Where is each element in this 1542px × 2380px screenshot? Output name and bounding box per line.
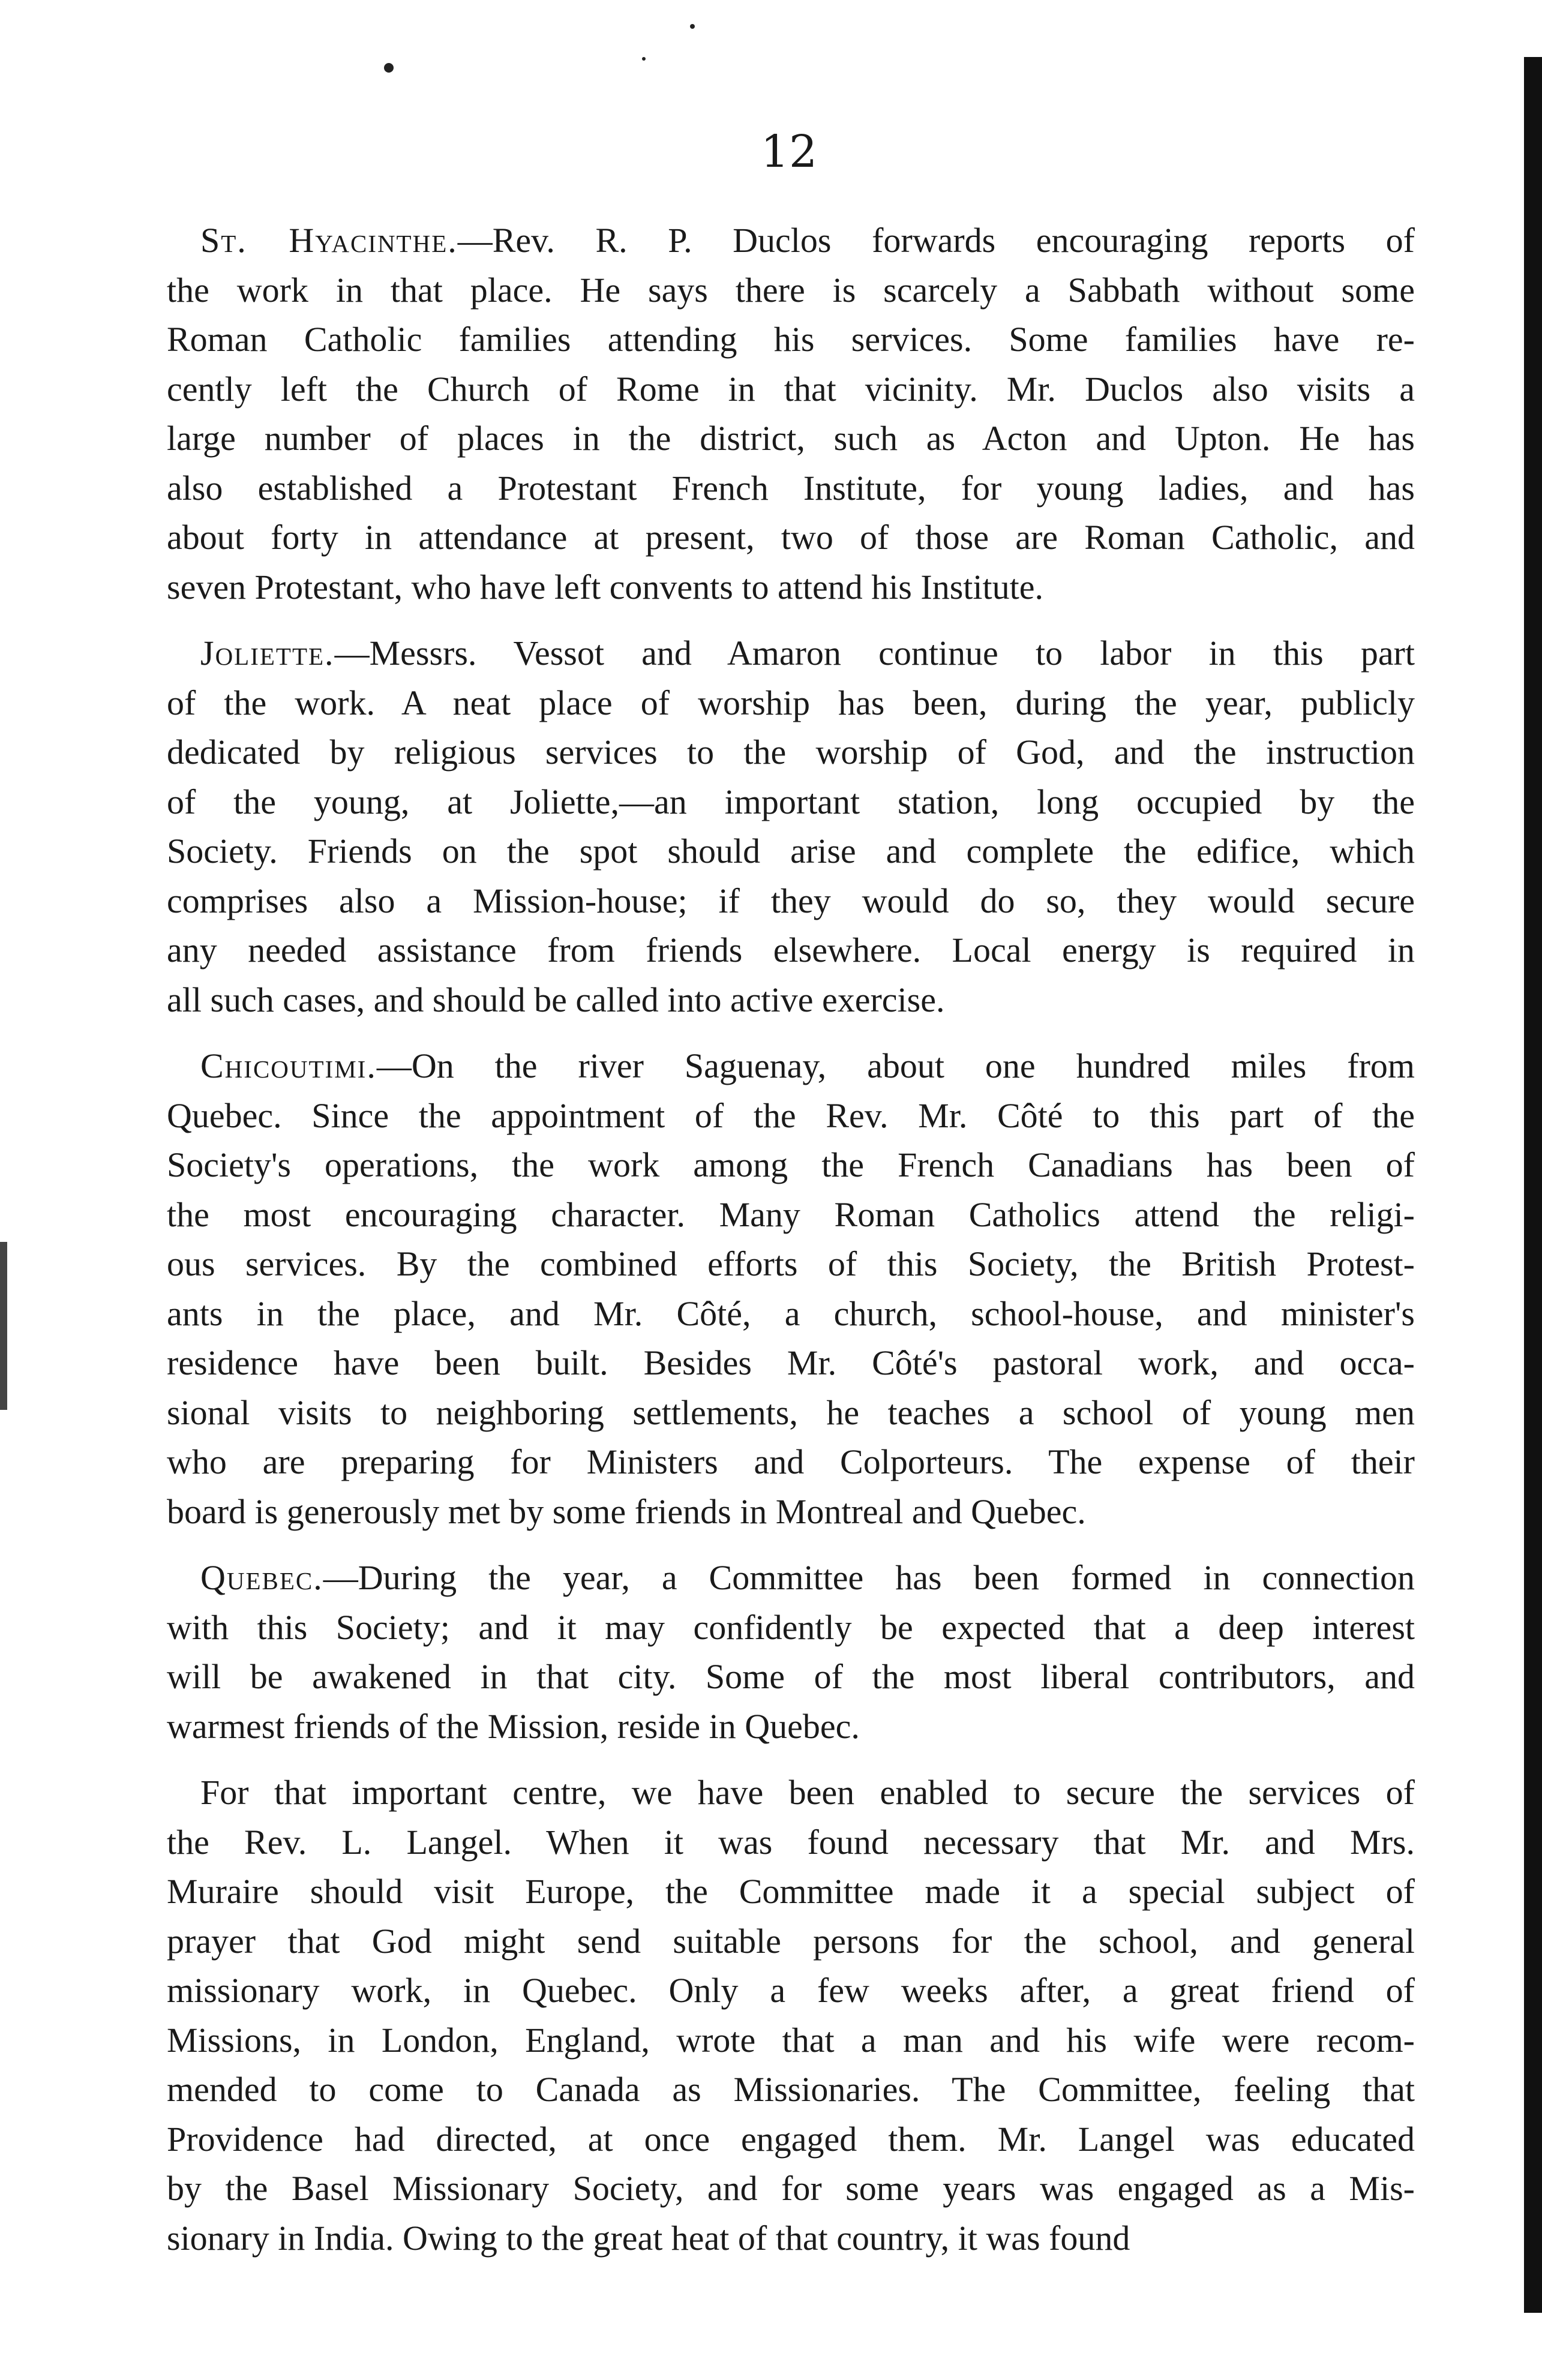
line-text: Quebec. Since the appointment of the Rev. Mr. Côté to this part of the <box>167 1096 1415 1135</box>
line-text: sional visits to neighboring settlements, he teaches a school of young men <box>167 1392 1415 1432</box>
paragraph <box>167 629 1415 1025</box>
line-text: prayer that God might send suitable persons for the school, and general <box>167 1921 1415 1961</box>
text-line <box>167 563 1415 613</box>
line-text: Society. Friends on the spot should arise and complete the edifice, which <box>167 832 1415 871</box>
line-text: also established a Protestant French Institute, for young ladies, and has <box>167 468 1415 508</box>
section-heading: Chicoutimi. <box>200 1046 377 1085</box>
line-text: of the young, at Joliette,—an important station, long occupied by the <box>167 782 1415 821</box>
page-number: 12 <box>760 126 818 178</box>
text-line <box>167 1239 1415 1289</box>
line-text: comprises also a Mission-house; if they would do so, they would secure <box>167 881 1415 920</box>
ink-speck <box>642 57 646 61</box>
line-text: the most encouraging character. Many Roman Catholics attend the religi- <box>167 1194 1415 1234</box>
text-line <box>167 778 1415 827</box>
scan-edge-shadow <box>1524 57 1542 2313</box>
text-line <box>167 2164 1415 2214</box>
line-text: seven Protestant, who have left convents to attend his Institute. <box>167 567 1043 607</box>
text-line <box>167 1818 1415 1868</box>
line-text: the Rev. L. Langel. When it was found necessary that Mr. and Mrs. <box>167 1822 1415 1862</box>
text-line <box>167 1042 1415 1091</box>
paragraph-gap <box>167 612 1415 629</box>
paragraph <box>167 1768 1415 2263</box>
line-text: —On the river Saguenay, about one hundred miles from <box>376 1046 1415 1085</box>
text-line <box>167 216 1415 266</box>
text-line <box>167 1338 1415 1388</box>
text-line <box>167 1702 1415 1752</box>
line-text: with this Society; and it may confidently be expected that a deep interest <box>167 1607 1415 1647</box>
text-line <box>167 2016 1415 2066</box>
section-heading: Joliette. <box>200 634 335 673</box>
line-text: —During the year, a Committee has been formed in connection <box>323 1558 1415 1597</box>
text-line <box>167 827 1415 877</box>
text-line <box>167 414 1415 464</box>
text-line <box>167 2065 1415 2115</box>
paragraph-gap <box>167 1536 1415 1553</box>
paragraph <box>167 1553 1415 1751</box>
line-text: about forty in attendance at present, two of those are Roman Catholic, and <box>167 518 1415 557</box>
line-text: sionary in India. Owing to the great heat of that country, it was found <box>167 2218 1130 2258</box>
paragraph-gap <box>167 1751 1415 1768</box>
line-text: Muraire should visit Europe, the Committee made it a special subject of <box>167 1872 1415 1911</box>
body-text <box>167 216 1415 2263</box>
line-text: dedicated by religious services to the worship of God, and the instruction <box>167 733 1415 772</box>
text-line <box>167 877 1415 926</box>
line-text: Roman Catholic families attending his services. Some families have re- <box>167 320 1415 359</box>
text-line <box>167 1652 1415 1702</box>
line-text: warmest friends of the Mission, reside in Quebec. <box>167 1706 860 1746</box>
paragraph <box>167 1042 1415 1536</box>
line-text: all such cases, and should be called into active exercise. <box>167 980 945 1019</box>
line-text: board is generously met by some friends in Montreal and Quebec. <box>167 1491 1086 1531</box>
text-line <box>167 629 1415 679</box>
line-text: who are preparing for Ministers and Colporteurs. The expense of their <box>167 1442 1415 1481</box>
text-line <box>167 976 1415 1025</box>
line-text: of the work. A neat place of worship has been, during the year, publicly <box>167 683 1415 722</box>
ink-speck <box>690 24 695 29</box>
text-line <box>167 1091 1415 1141</box>
text-line <box>167 2115 1415 2165</box>
text-line <box>167 1289 1415 1339</box>
line-text: mended to come to Canada as Missionaries. The Committee, feeling that <box>167 2070 1415 2109</box>
text-line <box>167 1388 1415 1438</box>
line-text: will be awakened in that city. Some of the most liberal contributors, and <box>167 1657 1415 1696</box>
line-text: the work in that place. He says there is scarcely a Sabbath without some <box>167 270 1415 310</box>
text-line <box>167 365 1415 415</box>
line-text: Missions, in London, England, wrote that a man and his wife were recom- <box>167 2020 1415 2060</box>
ink-speck <box>384 63 394 73</box>
line-text: residence have been built. Besides Mr. Côté's pastoral work, and occa- <box>167 1343 1415 1382</box>
text-line <box>167 315 1415 365</box>
text-line <box>167 1437 1415 1487</box>
section-heading: Quebec. <box>200 1558 323 1597</box>
paragraph-gap <box>167 1025 1415 1042</box>
text-line <box>167 2214 1415 2264</box>
line-text: cently left the Church of Rome in that vicinity. Mr. Duclos also visits a <box>167 369 1415 409</box>
text-line <box>167 266 1415 316</box>
line-text: large number of places in the district, such as Acton and Upton. He has <box>167 419 1415 458</box>
text-line <box>167 1190 1415 1240</box>
text-line <box>167 513 1415 563</box>
text-line <box>167 679 1415 728</box>
line-text: ous services. By the combined efforts of this Society, the British Protest- <box>167 1244 1415 1283</box>
text-line <box>167 464 1415 514</box>
text-line <box>167 1141 1415 1190</box>
paragraph <box>167 216 1415 612</box>
line-text: missionary work, in Quebec. Only a few weeks after, a great friend of <box>167 1971 1415 2010</box>
text-line <box>167 1917 1415 1967</box>
section-heading: St. Hyacinthe. <box>200 221 458 260</box>
text-line <box>167 1867 1415 1917</box>
text-line <box>167 1966 1415 2016</box>
line-text: For that important centre, we have been enabled to secure the services of <box>200 1773 1415 1812</box>
line-text: any needed assistance from friends elsewhere. Local energy is required in <box>167 931 1415 970</box>
text-line <box>167 1768 1415 1818</box>
line-text: —Messrs. Vessot and Amaron continue to labor in this part <box>334 634 1415 673</box>
text-line <box>167 1487 1415 1537</box>
line-text: —Rev. R. P. Duclos forwards encouraging reports of <box>457 221 1415 260</box>
text-line <box>167 1603 1415 1653</box>
text-line <box>167 926 1415 976</box>
line-text: Society's operations, the work among the French Canadians has been of <box>167 1145 1415 1184</box>
text-line <box>167 728 1415 778</box>
line-text: ants in the place, and Mr. Côté, a church, school-house, and minister's <box>167 1293 1415 1333</box>
line-text: Providence had directed, at once engaged them. Mr. Langel was educated <box>167 2119 1415 2159</box>
scan-edge-mark <box>0 1242 7 1410</box>
text-line <box>167 1553 1415 1603</box>
line-text: by the Basel Missionary Society, and for some years was engaged as a Mis- <box>167 2169 1415 2208</box>
